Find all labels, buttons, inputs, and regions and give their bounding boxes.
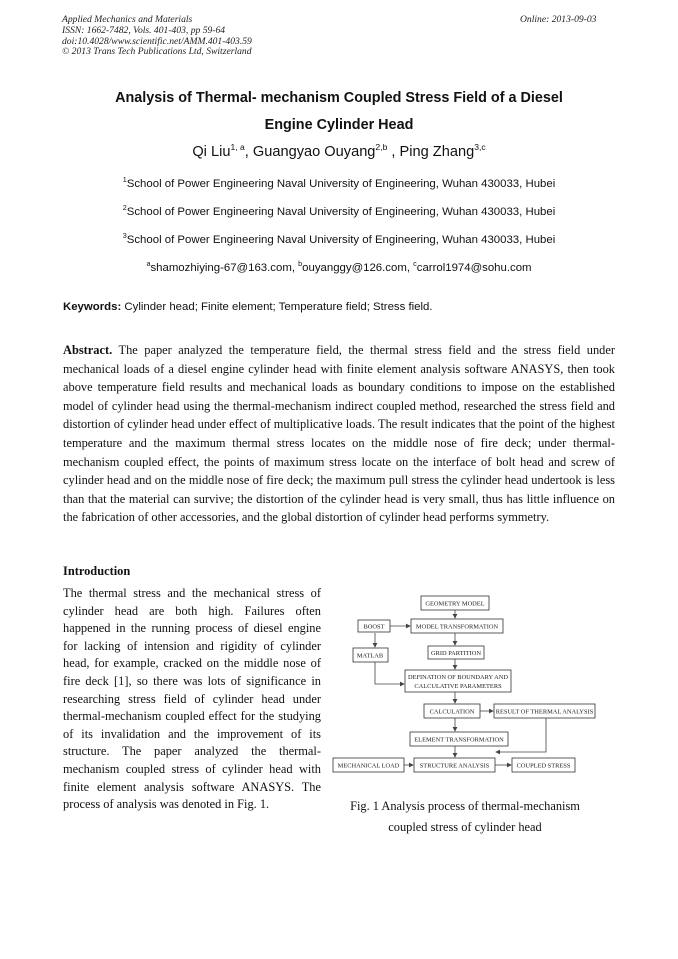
author-name: Guangyao Ouyang: [252, 143, 376, 160]
author-sup: 1, a: [230, 142, 245, 152]
author-list: Qi Liu$^{1, a}$, Guangyao Ouyang$^{2,b}$ , Ping Zhang$^{3,c}$: [192, 142, 486, 160]
matlab-label: MATLAB: [356, 652, 384, 660]
email-link[interactable]: shamozhiying-67@163.com: [150, 261, 292, 274]
keywords-label: Keywords:: [63, 301, 122, 313]
result-thermal-label: RESULT OF THERMAL ANALYSIS: [495, 708, 594, 716]
section-heading-introduction: Introduction: [63, 564, 131, 578]
model-transformation-label: MODEL TRANSFORMATION: [415, 623, 499, 631]
keywords-text: Cylinder head; Finite element; Temperature field; Stress field.: [124, 301, 433, 313]
geometry-model-label: GEOMETRY MODEL: [425, 600, 485, 608]
grid-partition-label: GRID PARTITION: [431, 650, 481, 657]
defination-label-line-1: DEFINATION OF BOUNDARY AND: [407, 674, 509, 681]
introduction-text: The thermal stress and the mechanical stress of cylinder head are both high. Failures often happened in the running process of diesel engine for lacking of intension and rigidity of cylinder head, for example, cracked on the middle nose of fire deck [1], so there was lots of significance in researching stress field of cylinder head under thermal-mechanism coupled effect for the studying of its invalidation and the improvement of its structure. The paper analyzed the thermal-mechanism coupled stress of cylinder head with finite element analysis software ANASYS. The process of analysis was denoted in Fig. 1.: [63, 586, 321, 812]
element-transformation-label: ELEMENT TRANSFORMATION: [414, 736, 504, 744]
paper-title-line-1: Analysis of Thermal- mechanism Coupled Stress Field of a Diesel: [115, 90, 563, 106]
author-sup: 2,b: [375, 142, 388, 152]
paper-title-line-2: Engine Cylinder Head: [264, 117, 414, 133]
coupled-stress-label: COUPLED STRESS: [516, 762, 571, 770]
structure-analysis-label: STRUCTURE ANALYSIS: [419, 762, 490, 770]
email-line: $^a$shamozhiying-67@163.com, $^b$ouyanggy@126.com, $^c$carrol1974@sohu.com: [146, 259, 532, 274]
online-date: Online: 2013-09-03: [520, 14, 597, 25]
journal-name: Applied Mechanics and Materials: [62, 14, 193, 25]
affiliation-1: $^1$School of Power Engineering Naval University of Engineering, Wuhan 430033, Hubei: [122, 175, 556, 190]
affiliation-3: $^3$School of Power Engineering Naval University of Engineering, Wuhan 430033, Hubei: [122, 231, 556, 246]
email-link[interactable]: ouyanggy@126.com: [302, 261, 407, 274]
issn-line: ISSN: 1662-7482, Vols. 401-403, pp 59-64: [62, 24, 226, 36]
email-link[interactable]: carrol1974@sohu.com: [416, 261, 532, 274]
calculation-label: CALCULATION: [429, 708, 475, 716]
doi-line: doi:10.4028/www.scientific.net/AMM.401-403.59: [62, 35, 252, 47]
mechanical-load-label: MECHANICAL LOAD: [337, 762, 400, 770]
author-name: Qi Liu: [192, 143, 231, 160]
affiliation-2: $^2$School of Power Engineering Naval University of Engineering, Wuhan 430033, Hubei: [122, 203, 556, 218]
defination-label-line-2: CALCULATIVE PARAMETERS: [414, 683, 502, 690]
author-name: Ping Zhang: [399, 143, 475, 160]
boost-label: BOOST: [363, 623, 385, 631]
figure-caption: [330, 796, 600, 838]
copyright-line: © 2013 Trans Tech Publications Ltd, Switzerland: [62, 46, 252, 58]
arrow: [375, 662, 404, 684]
arrow: [496, 718, 546, 752]
abstract-text: The paper analyzed the temperature field, the thermal stress field and the stress field under mechanical loads of a diesel engine cylinder head with finite element analysis software ANASYS, then took above temperature field results and mechanical loads as boundary conditions to impose on the established model of cylinder head using the thermal-mechanism indirect coupled method, researched the stress field and distortion of cylinder head under effect of multiplicative loads. The result indicates that the point of the highest temperature and the maximum thermal stress locates on the middle nose of fire deck; under thermal-mechanism coupled effect, the points of maximum stress locate on the interface of bolt head and screw of cylinder head and on the middle nose of fire deck; the maximum pull stress the cylinder head undertook is less than that the material can survive; the distortion of the cylinder head is very small, thus has little influence on the fabrication of other accessories, and the global distortion of cylinder head performs symmetry.: [63, 343, 616, 525]
author-sup: 3,c: [474, 142, 486, 152]
abstract-label: Abstract.: [63, 343, 113, 357]
figure-caption-line-1: Fig. 1 Analysis process of thermal-mechanism: [350, 799, 580, 813]
figure-caption-line-2: coupled stress of cylinder head: [388, 820, 542, 834]
